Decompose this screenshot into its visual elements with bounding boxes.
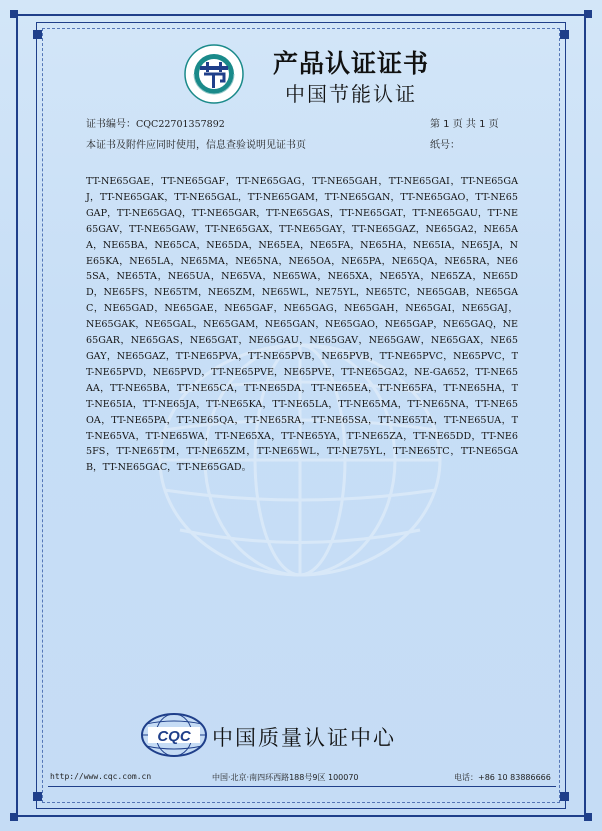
corner-ornament (584, 10, 592, 18)
cert-number-label: 证书编号： (86, 119, 136, 130)
model-list: TT-NE65GAE，TT-NE65GAF，TT-NE65GAG，TT-NE65GAH，TT-NE65GAI，TT-NE65GAJ，TT-NE65GAK，TT-NE65GAL，TT-NE65GAM，TT-NE65GAN，TT-NE65GAO，TT-NE65GAP，TT-NE65GAQ，TT-NE65GAR，TT-NE65GAS，TT-NE65GAT，TT-NE65GAU，TT-NE65GAV，TT-NE65GAW，TT-NE65GAX，TT-NE65GAY，TT-NE65GAZ，NE65GA2，NE65AA，NE65BA，NE65CA，NE65DA，NE65EA，NE65FA，NE65HA，NE65IA，NE65JA，NE65KA，NE65LA，NE65MA，NE65NA，NE65OA，NE65PA，NE65QA，NE65RA，NE65SA，NE65TA，NE65UA，NE65VA，NE65WA，NE65XA，NE65YA，NE65ZA，NE65DD，NE65FS，NE65TM，NE65ZM，NE65WL，NE75YL，NE65TC，NE65GAB，NE65GAC，NE65GAD，NE65GAE，NE65GAF，NE65GAG，NE65GAH，NE65GAI，NE65GAJ，NE65GAK，NE65GAL，NE65GAM，NE65GAN，NE65GAO，NE65GAP，NE65GAQ，NE65GAR，NE65GAS，NE65GAT，NE65GAU，NE65GAV，NE65GAW，NE65GAX，NE65GAY，NE65GAZ，TT-NE65PVA，TT-NE65PVB，NE65PVB，TT-NE65PVC，NE65PVC，TT-NE65PVD，NE65PVD，TT-NE65PVE，NE65PVE，TT-NE65GA2，NE-GA652，TT-NE65AA，TT-NE65BA，TT-NE65CA，TT-NE65DA，TT-NE65EA，TT-NE65FA，TT-NE65HA，TT-NE65IA，TT-NE65JA，TT-NE65KA，TT-NE65LA，TT-NE65MA，TT-NE65NA，TT-NE65OA，TT-NE65PA，TT-NE65QA，TT-NE65RA，TT-NE65SA，TT-NE65TA，TT-NE65UA，TT-NE65VA，TT-NE65WA，TT-NE65XA，TT-NE65YA，TT-NE65ZA，TT-NE65DD，TT-NE65FS，TT-NE65TM，TT-NE65ZM，TT-NE65WL，TT-NE75YL，TT-NE65TC，TT-NE65GAB，TT-NE65GAC，TT-NE65GAD。 (86, 176, 518, 474)
page-info: 第 1 页 共 1 页 (430, 119, 499, 130)
phone: 电话：+86 10 83886666 (454, 773, 551, 782)
certificate-title: 产品认证证书 (272, 49, 429, 78)
paper-number-label: 纸号： (430, 140, 460, 151)
cqc-logo-text: CQC (157, 728, 191, 745)
corner-ornament (560, 30, 569, 39)
certificate-subtitle: 中国节能认证 (285, 82, 417, 106)
corner-ornament (10, 10, 18, 18)
website-link[interactable]: http://www.cqc.com.cn (50, 772, 152, 781)
corner-ornament (10, 813, 18, 821)
organization-name: 中国质量认证中心 (212, 726, 396, 750)
corner-ornament (560, 792, 569, 801)
cert-number: CQC22701357892 (136, 119, 225, 130)
address: 中国·北京·南四环西路188号9区 100070 (212, 773, 359, 782)
footer-divider (48, 786, 556, 787)
energy-conservation-logo-icon (184, 44, 244, 104)
cqc-logo-icon (140, 712, 208, 758)
corner-ornament (584, 813, 592, 821)
certificate-note: 本证书及附件应同时使用，信息查验说明见证书页 (86, 140, 306, 151)
corner-ornament (33, 792, 42, 801)
cert-number-row (86, 115, 225, 130)
corner-ornament (33, 30, 42, 39)
